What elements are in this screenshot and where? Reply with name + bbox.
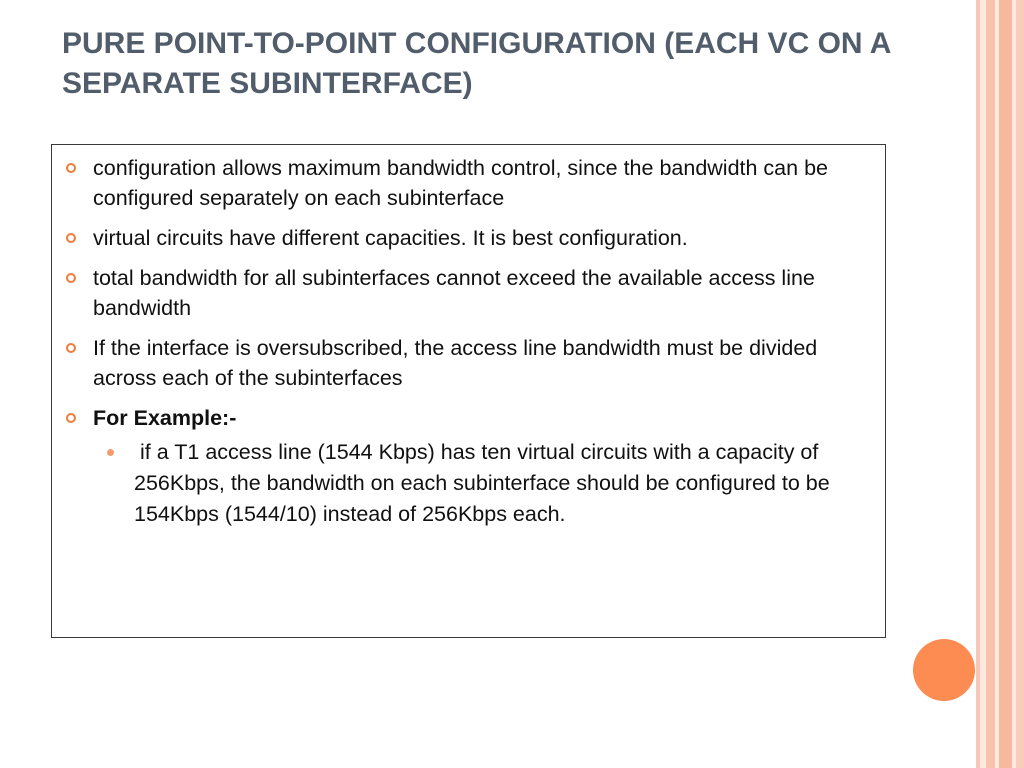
decorative-stripes [976, 0, 1024, 768]
sub-bullet-text: if a T1 access line (1544 Kbps) has ten virtual circuits with a capacity of 256Kbps, the bandwidth on each subinterface should be configured to be 154Kbps (1544/10) instead of 256Kbps each. [134, 440, 836, 526]
ring-bullet-icon [66, 273, 76, 283]
content-box [51, 144, 886, 638]
bullet-text: configuration allows maximum bandwidth control, since the bandwidth can be configured separately on each subinterface [93, 156, 828, 210]
list-item [66, 263, 876, 323]
stripe [999, 0, 1012, 768]
bullet-text: If the interface is oversubscribed, the access line bandwidth must be divided across each of the subinterfaces [93, 336, 818, 390]
list-item [66, 223, 876, 253]
bullet-list [66, 153, 876, 540]
ring-bullet-icon [66, 413, 76, 423]
sub-list-item [107, 437, 876, 530]
ring-bullet-icon [66, 343, 76, 353]
accent-circle [913, 639, 975, 701]
stripe [986, 0, 995, 768]
bullet-text: total bandwidth for all subinterfaces cannot exceed the available access line bandwidth [93, 266, 815, 320]
stripe [1016, 0, 1024, 768]
ring-bullet-icon [66, 233, 76, 243]
list-item [66, 333, 876, 393]
slide-title: PURE POINT-TO-POINT CONFIGURATION (EACH VC ON A SEPARATE SUBINTERFACE) [62, 27, 891, 100]
bullet-text: virtual circuits have different capacities. It is best configuration. [93, 226, 688, 250]
dot-bullet-icon [107, 449, 114, 456]
sub-bullet-list [107, 437, 876, 530]
ring-bullet-icon [66, 163, 76, 173]
list-item [66, 403, 876, 530]
bullet-text-heading: For Example:- [93, 406, 237, 430]
list-item [66, 153, 876, 213]
